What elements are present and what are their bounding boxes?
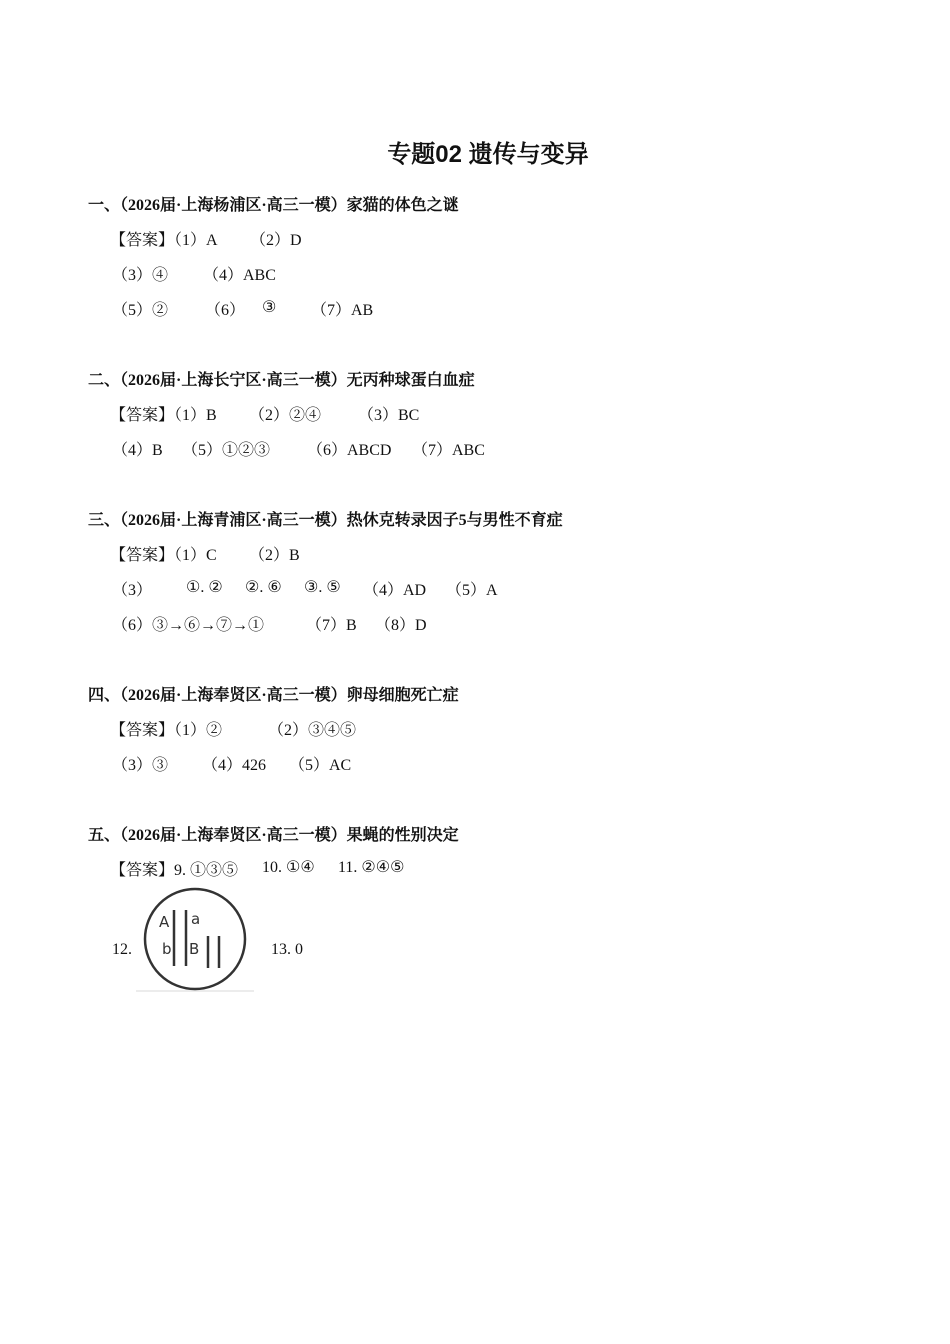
answer-item: ③. ⑤	[304, 579, 341, 596]
answer-item: （2）B	[249, 547, 300, 564]
answer-item: （4）AD	[363, 582, 427, 599]
answer-item: （4）ABC	[203, 267, 276, 284]
answer-item: （4）B	[112, 442, 163, 459]
answer-item: （3）BC	[358, 407, 420, 424]
answer-item: 【答案】9. ①③⑤	[110, 862, 239, 879]
answer-item: （7）ABC	[412, 442, 485, 459]
answer-item: 10. ①④	[262, 859, 315, 876]
section-2-heading: 二、（2026届·上海长宁区·高三一模）无丙种球蛋白血症	[88, 372, 475, 389]
answer-item: ②. ⑥	[245, 579, 282, 596]
answer-item: （7）AB	[311, 302, 374, 319]
answer-item: ③	[262, 299, 277, 316]
answer-item: （6）ABCD	[307, 442, 392, 459]
answer-item: （6）	[205, 302, 246, 319]
chromosome-cell-diagram	[136, 884, 254, 992]
answer-item: （5）A	[446, 582, 498, 599]
answer-item: （2）③④⑤	[268, 722, 357, 739]
allele-label: A	[159, 913, 170, 931]
section-5-heading: 五、（2026届·上海奉贤区·高三一模）果蝇的性别决定	[88, 827, 459, 844]
answer-item: （3）③	[112, 757, 169, 774]
section-1-heading: 一、（2026届·上海杨浦区·高三一模）家猫的体色之谜	[88, 197, 459, 214]
answer-item: 【答案】（1）A	[110, 232, 218, 249]
answer-item: （3）④	[112, 267, 169, 284]
section-3-heading: 三、（2026届·上海青浦区·高三一模）热休克转录因子5与男性不育症	[88, 512, 563, 529]
answer-item: ①. ②	[186, 579, 223, 596]
answer-item: （4）426	[202, 757, 267, 774]
answer-item: （5）①②③	[182, 442, 271, 459]
allele-label: B	[189, 940, 200, 958]
answer-item: （7）B	[306, 617, 357, 634]
page-title: 专题02 遗传与变异	[387, 141, 589, 168]
answer-item: 【答案】（1）C	[110, 547, 217, 564]
answer-item: （8）D	[375, 617, 427, 634]
cell-outline	[145, 889, 245, 989]
allele-label: a	[191, 910, 201, 928]
allele-label: b	[162, 940, 172, 958]
answer-item: 13. 0	[271, 941, 303, 958]
section-4-heading: 四、（2026届·上海奉贤区·高三一模）卵母细胞死亡症	[88, 687, 459, 704]
answer-item: （2）②④	[249, 407, 322, 424]
answer-item: 【答案】（1）B	[110, 407, 217, 424]
answer-item: （2）D	[250, 232, 302, 249]
answer-item: 11. ②④⑤	[338, 859, 405, 876]
answer-item: （5）②	[112, 302, 169, 319]
answer-item: 【答案】（1）②	[110, 722, 223, 739]
answer-item: （5）AC	[289, 757, 352, 774]
answer-item: （3）	[112, 582, 153, 599]
answer-item: （6）③→⑥→⑦→①	[112, 617, 265, 634]
answer-item: 12.	[112, 941, 132, 958]
